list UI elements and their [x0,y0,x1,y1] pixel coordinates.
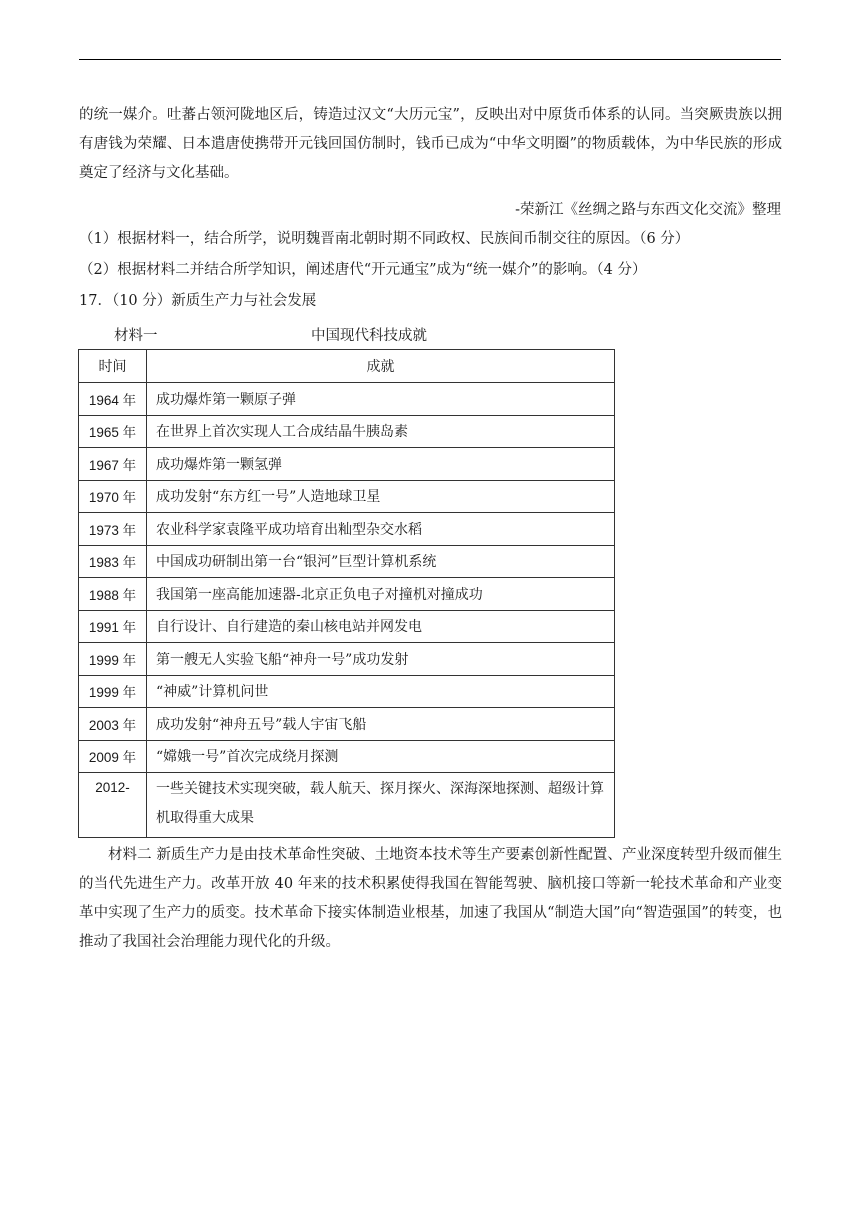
row-achievement: 第一艘无人实验飞船“神舟一号”成功发射 [147,643,615,676]
row-year: 1965 年 [79,415,147,448]
table-row [79,708,615,741]
row-achievement: 成功发射“东方红一号”人造地球卫星 [147,480,615,513]
question-1: （1）根据材料一，结合所学，说明魏晋南北朝时期不同政权、民族间币制交往的原因。（6 分） [79,231,690,247]
header-rule [79,59,781,60]
row-year: 1967 年 [79,448,147,481]
table-row [79,773,615,838]
table-row [79,740,615,773]
row-achievement: 农业科学家袁隆平成功培育出籼型杂交水稻 [147,513,615,546]
source-citation: -荣新江《丝绸之路与东西文化交流》整理 [515,202,781,218]
question-17-heading: 17．（10 分）新质生产力与社会发展 [79,293,317,309]
row-year: 1991 年 [79,610,147,643]
row-year: 1970 年 [79,480,147,513]
table-row [79,675,615,708]
row-year: 1983 年 [79,545,147,578]
row-year: 1988 年 [79,578,147,611]
row-year: 1999 年 [79,675,147,708]
row-achievement: 成功爆炸第一颗氢弹 [147,448,615,481]
header-time: 时间 [79,350,147,383]
question-2: （2）根据材料二并结合所学知识，阐述唐代“开元通宝”成为“统一媒介”的影响。（4 分） [79,262,647,278]
row-year: 1973 年 [79,513,147,546]
row-year: 1999 年 [79,643,147,676]
material-two-paragraph: 材料二 新质生产力是由技术革命性突破、土地资本技术等生产要素创新性配置、产业深度转型升级而催生的当代先进生产力。改革开放 40 年来的技术积累使得我国在智能驾驶、脑机接口等新一轮技术革命和产业变革中实现了生产力的质变。技术革命下接实体制造业根基，加速了我国从“制造大国”向“智造强国”的转变，也推动了我国社会治理能力现代化的升级。 [79,847,782,950]
header-achievement: 成就 [147,350,615,383]
table-row [79,513,615,546]
row-achievement: 自行设计、自行建造的秦山核电站并网发电 [147,610,615,643]
table-title: 中国现代科技成就 [311,328,427,344]
table-header-row [79,350,615,383]
intro-paragraph: 的统一媒介。吐蕃占领河陇地区后，铸造过汉文“大历元宝”，反映出对中原货币体系的认同。当突厥贵族以拥有唐钱为荣耀、日本遣唐使携带开元钱回国仿制时，钱币已成为“中华文明圈”的物质载体，为中华民族的形成奠定了经济与文化基础。 [79,107,782,181]
table-row [79,448,615,481]
row-achievement: 我国第一座高能加速器-北京正负电子对撞机对撞成功 [147,578,615,611]
material-one-label: 材料一 [114,328,158,344]
table-row [79,383,615,416]
row-year: 1964 年 [79,383,147,416]
table-row [79,415,615,448]
table-row [79,578,615,611]
row-year: 2012- [79,773,147,838]
row-year: 2009 年 [79,740,147,773]
row-achievement: 中国成功研制出第一台“银河”巨型计算机系统 [147,545,615,578]
table-row [79,610,615,643]
row-year: 2003 年 [79,708,147,741]
row-achievement: 一些关键技术实现突破，载人航天、探月探火、深海深地探测、超级计算机取得重大成果 [147,773,615,838]
table-row [79,545,615,578]
row-achievement: “神威”计算机问世 [147,675,615,708]
table-row [79,480,615,513]
row-achievement: 成功发射“神舟五号”载人宇宙飞船 [147,708,615,741]
row-achievement: “嫦娥一号”首次完成绕月探测 [147,740,615,773]
table-row [79,643,615,676]
row-achievement: 在世界上首次实现人工合成结晶牛胰岛素 [147,415,615,448]
achievements-table [78,349,615,838]
row-achievement: 成功爆炸第一颗原子弹 [147,383,615,416]
